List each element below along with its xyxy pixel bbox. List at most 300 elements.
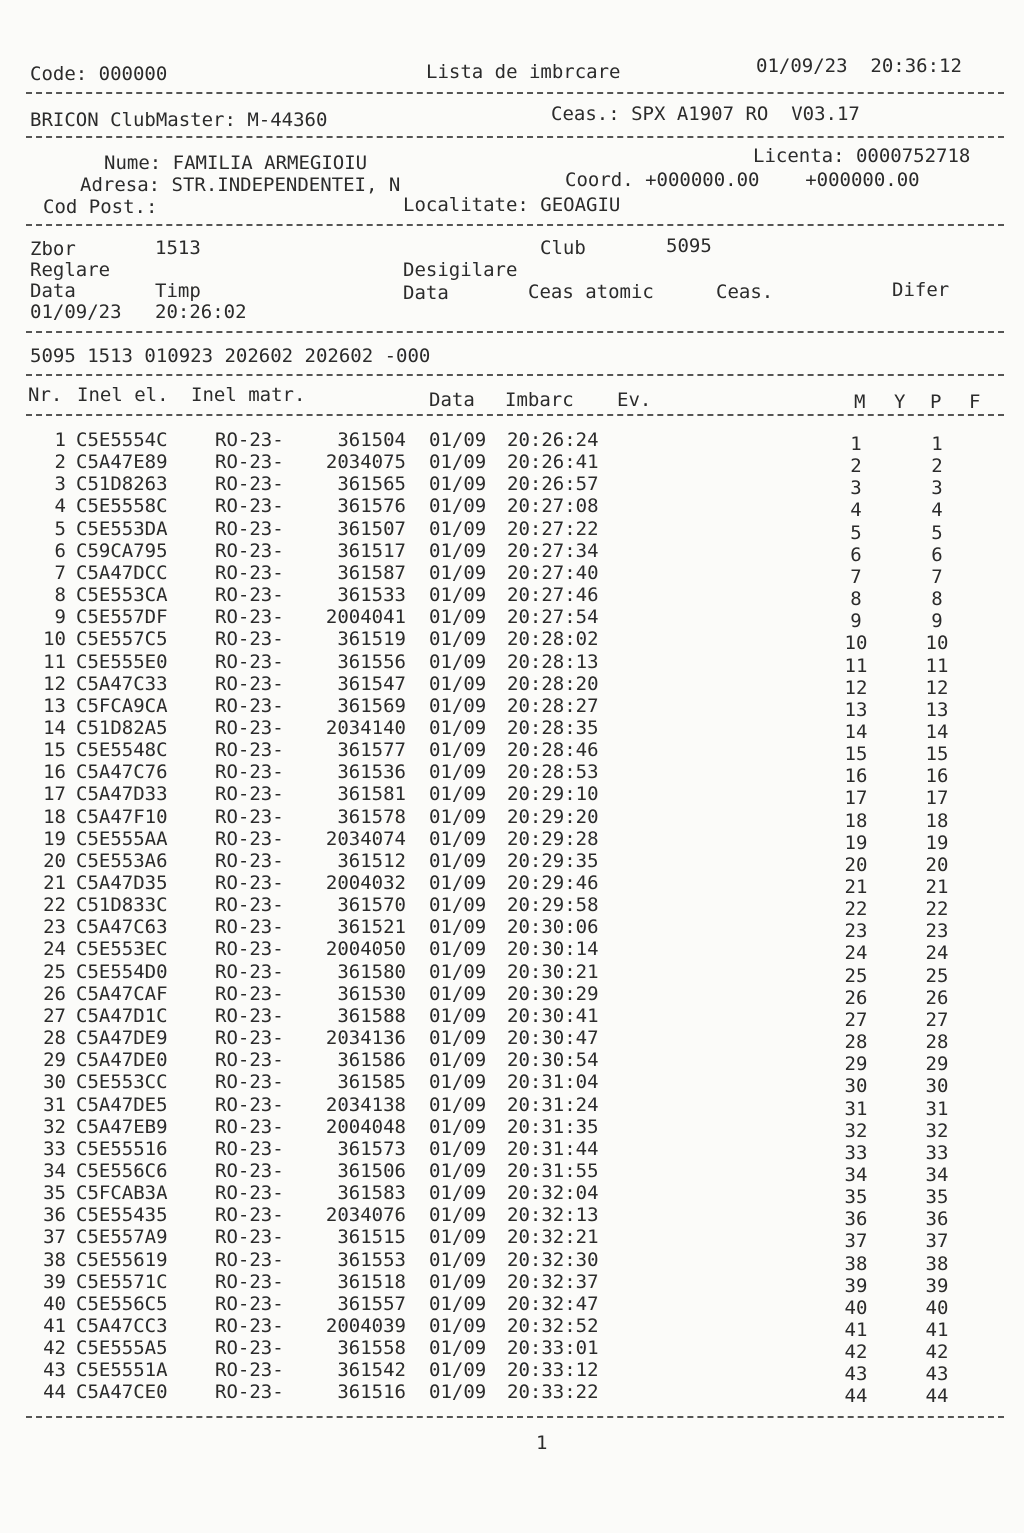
- col-p-value: 15: [925, 743, 949, 765]
- table-row: [0, 828, 1024, 854]
- ring-prefix: RO-23-: [215, 1071, 284, 1093]
- row-number: 12: [43, 673, 66, 695]
- col-m-value: 29: [844, 1053, 868, 1075]
- ring-number: 2004050: [325, 938, 406, 960]
- col-p-value: 34: [925, 1164, 949, 1186]
- ring-prefix: RO-23-: [215, 1249, 284, 1271]
- col-m-value: 3: [850, 477, 862, 499]
- row-number: 16: [43, 761, 66, 783]
- clock-label: Ceas.: [716, 281, 774, 303]
- electronic-ring: C5E55619: [76, 1249, 168, 1271]
- electronic-ring: C5E553EC: [76, 938, 168, 960]
- col-m-value: 42: [844, 1341, 868, 1363]
- basket-time: 20:27:34: [507, 540, 599, 562]
- ring-number: 2004041: [325, 606, 406, 628]
- ring-prefix: RO-23-: [215, 606, 284, 628]
- col-m-value: 43: [844, 1363, 868, 1385]
- basket-time: 20:27:54: [507, 606, 599, 628]
- col-p-value: 4: [931, 499, 943, 521]
- basket-date: 01/09: [429, 806, 487, 828]
- table-row: [0, 1116, 1024, 1142]
- col-p-value: 23: [925, 920, 949, 942]
- basket-date: 01/09: [429, 518, 487, 540]
- ring-prefix: RO-23-: [215, 961, 284, 983]
- page-number: 1: [536, 1432, 548, 1454]
- col-m-value: 20: [844, 854, 868, 876]
- col-p-value: 12: [925, 677, 949, 699]
- ring-prefix: RO-23-: [215, 872, 284, 894]
- table-row: [0, 938, 1024, 964]
- ring-prefix: RO-23-: [215, 761, 284, 783]
- electronic-ring: C5A47DE0: [76, 1049, 168, 1071]
- basket-date: 01/09: [429, 894, 487, 916]
- electronic-ring: C5E557A9: [76, 1226, 168, 1248]
- electronic-ring: C5E553A6: [76, 850, 168, 872]
- ring-prefix: RO-23-: [215, 651, 284, 673]
- col-header-data: Data: [429, 389, 475, 411]
- basket-date: 01/09: [429, 739, 487, 761]
- col-m-value: 15: [844, 743, 868, 765]
- electronic-ring: C51D8263: [76, 473, 168, 495]
- basket-time: 20:31:35: [507, 1116, 599, 1138]
- col-m-value: 44: [844, 1385, 868, 1407]
- electronic-ring: C5A47D35: [76, 872, 168, 894]
- reglare-label: Reglare: [30, 259, 111, 281]
- basket-date: 01/09: [429, 783, 487, 805]
- basket-time: 20:28:53: [507, 761, 599, 783]
- electronic-ring: C5A47DE5: [76, 1094, 168, 1116]
- table-row: [0, 540, 1024, 566]
- basket-date: 01/09: [429, 651, 487, 673]
- electronic-ring: C5A47CE0: [76, 1381, 168, 1403]
- ring-number: 361517: [337, 540, 406, 562]
- row-number: 7: [54, 562, 66, 584]
- row-number: 11: [43, 651, 66, 673]
- table-row: [0, 894, 1024, 920]
- electronic-ring: C5A47CAF: [76, 983, 168, 1005]
- basket-time: 20:32:13: [507, 1204, 599, 1226]
- col-m-value: 25: [844, 965, 868, 987]
- col-p-value: 10: [925, 632, 949, 654]
- electronic-ring: C5A47D1C: [76, 1005, 168, 1027]
- table-row: [0, 783, 1024, 809]
- ring-number: 361580: [337, 961, 406, 983]
- row-number: 6: [54, 540, 66, 562]
- electronic-ring: C5E5558C: [76, 495, 168, 517]
- ring-number: 361506: [337, 1160, 406, 1182]
- table-row: [0, 606, 1024, 632]
- col-p-value: 33: [925, 1142, 949, 1164]
- locality: Localitate: GEOAGIU: [403, 194, 621, 216]
- row-number: 34: [43, 1160, 66, 1182]
- basket-time: 20:27:22: [507, 518, 599, 540]
- basket-time: 20:27:08: [507, 495, 599, 517]
- table-row: [0, 473, 1024, 499]
- ring-prefix: RO-23-: [215, 717, 284, 739]
- col-m-value: 22: [844, 898, 868, 920]
- basket-date: 01/09: [429, 1249, 487, 1271]
- col-m-value: 21: [844, 876, 868, 898]
- electronic-ring: C5E556C6: [76, 1160, 168, 1182]
- row-number: 26: [43, 983, 66, 1005]
- basket-time: 20:29:35: [507, 850, 599, 872]
- col-p-value: 20: [925, 854, 949, 876]
- electronic-ring: C5A47DE9: [76, 1027, 168, 1049]
- row-number: 30: [43, 1071, 66, 1093]
- electronic-ring: C5E5554C: [76, 429, 168, 451]
- col-p-value: 41: [925, 1319, 949, 1341]
- col-p-value: 3: [931, 477, 943, 499]
- basket-time: 20:27:46: [507, 584, 599, 606]
- col-m-value: 2: [850, 455, 862, 477]
- ring-prefix: RO-23-: [215, 473, 284, 495]
- table-row: [0, 1271, 1024, 1297]
- electronic-ring: C5E554D0: [76, 961, 168, 983]
- col-p-value: 7: [931, 566, 943, 588]
- basket-time: 20:33:22: [507, 1381, 599, 1403]
- basket-date: 01/09: [429, 1381, 487, 1403]
- col-p-value: 40: [925, 1297, 949, 1319]
- row-number: 9: [54, 606, 66, 628]
- col-m-value: 39: [844, 1275, 868, 1297]
- basket-date: 01/09: [429, 584, 487, 606]
- ring-number: 361507: [337, 518, 406, 540]
- col-p-value: 22: [925, 898, 949, 920]
- col-m-value: 9: [850, 610, 862, 632]
- basket-date: 01/09: [429, 1337, 487, 1359]
- ring-prefix: RO-23-: [215, 1293, 284, 1315]
- basket-date: 01/09: [429, 1071, 487, 1093]
- ring-number: 361516: [337, 1381, 406, 1403]
- divider: [26, 414, 1004, 416]
- ring-number: 2034075: [325, 451, 406, 473]
- col-p-value: 44: [925, 1385, 949, 1407]
- ring-number: 361542: [337, 1359, 406, 1381]
- table-row: [0, 1337, 1024, 1363]
- col-m-value: 32: [844, 1120, 868, 1142]
- row-number: 10: [43, 628, 66, 650]
- basket-time: 20:29:58: [507, 894, 599, 916]
- divider: [26, 136, 1004, 138]
- table-row: [0, 983, 1024, 1009]
- divider: [26, 224, 1004, 226]
- col-p-value: 17: [925, 787, 949, 809]
- electronic-ring: C5E55516: [76, 1138, 168, 1160]
- row-number: 3: [54, 473, 66, 495]
- row-number: 36: [43, 1204, 66, 1226]
- ring-prefix: RO-23-: [215, 850, 284, 872]
- col-m-value: 33: [844, 1142, 868, 1164]
- table-row: [0, 1359, 1024, 1385]
- col-p-value: 32: [925, 1120, 949, 1142]
- ring-prefix: RO-23-: [215, 518, 284, 540]
- row-number: 23: [43, 916, 66, 938]
- col-header-inel-matr: Inel matr.: [191, 384, 306, 406]
- row-number: 24: [43, 938, 66, 960]
- basket-time: 20:31:55: [507, 1160, 599, 1182]
- basket-date: 01/09: [429, 1094, 487, 1116]
- col-p-value: 16: [925, 765, 949, 787]
- row-number: 32: [43, 1116, 66, 1138]
- col-m-value: 37: [844, 1230, 868, 1252]
- difference-label: Difer: [892, 279, 950, 301]
- divider: [26, 374, 1004, 376]
- col-m-value: 19: [844, 832, 868, 854]
- row-number: 18: [43, 806, 66, 828]
- ring-prefix: RO-23-: [215, 562, 284, 584]
- electronic-ring: C5E556C5: [76, 1293, 168, 1315]
- col-m-value: 17: [844, 787, 868, 809]
- basket-date: 01/09: [429, 1293, 487, 1315]
- col-p-value: 19: [925, 832, 949, 854]
- col-p-value: 27: [925, 1009, 949, 1031]
- electronic-ring: C5E555E0: [76, 651, 168, 673]
- table-row: [0, 1005, 1024, 1031]
- col-header-nr: Nr.: [28, 384, 63, 406]
- table-row: [0, 1293, 1024, 1319]
- basket-time: 20:30:29: [507, 983, 599, 1005]
- basket-date: 01/09: [429, 673, 487, 695]
- electronic-ring: C5A47C76: [76, 761, 168, 783]
- basket-time: 20:32:21: [507, 1226, 599, 1248]
- time-label: Timp: [155, 280, 201, 302]
- basket-date: 01/09: [429, 1027, 487, 1049]
- col-p-value: 9: [931, 610, 943, 632]
- row-number: 28: [43, 1027, 66, 1049]
- table-row: [0, 651, 1024, 677]
- ring-number: 2034138: [325, 1094, 406, 1116]
- row-number: 29: [43, 1049, 66, 1071]
- basket-date: 01/09: [429, 695, 487, 717]
- table-row: [0, 806, 1024, 832]
- ring-number: 361588: [337, 1005, 406, 1027]
- basket-date: 01/09: [429, 1138, 487, 1160]
- basket-time: 20:30:14: [507, 938, 599, 960]
- basket-date: 01/09: [429, 1005, 487, 1027]
- basket-date: 01/09: [429, 628, 487, 650]
- ring-number: 361558: [337, 1337, 406, 1359]
- col-m-value: 31: [844, 1098, 868, 1120]
- ring-number: 2034076: [325, 1204, 406, 1226]
- electronic-ring: C5E5571C: [76, 1271, 168, 1293]
- col-p-value: 21: [925, 876, 949, 898]
- row-number: 17: [43, 783, 66, 805]
- col-m-value: 14: [844, 721, 868, 743]
- ring-number: 361565: [337, 473, 406, 495]
- ring-prefix: RO-23-: [215, 1094, 284, 1116]
- divider: [26, 331, 1004, 333]
- basket-time: 20:31:44: [507, 1138, 599, 1160]
- basket-time: 20:28:02: [507, 628, 599, 650]
- row-number: 38: [43, 1249, 66, 1271]
- col-m-value: 10: [844, 632, 868, 654]
- owner-name: Nume: FAMILIA ARMEGIOIU: [104, 152, 368, 174]
- col-p-value: 5: [931, 522, 943, 544]
- col-p-value: 26: [925, 987, 949, 1009]
- electronic-ring: C5FCA9CA: [76, 695, 168, 717]
- print-datetime: 01/09/23 20:36:12: [756, 55, 962, 77]
- col-m-value: 24: [844, 942, 868, 964]
- table-row: [0, 916, 1024, 942]
- col-m-value: 26: [844, 987, 868, 1009]
- col-m-value: 18: [844, 810, 868, 832]
- basket-date: 01/09: [429, 983, 487, 1005]
- col-p-value: 42: [925, 1341, 949, 1363]
- basket-time: 20:31:04: [507, 1071, 599, 1093]
- ring-number: 361533: [337, 584, 406, 606]
- basket-time: 20:30:47: [507, 1027, 599, 1049]
- ring-prefix: RO-23-: [215, 628, 284, 650]
- ring-prefix: RO-23-: [215, 695, 284, 717]
- atomic-clock-label: Ceas atomic: [528, 281, 654, 303]
- basket-date: 01/09: [429, 1116, 487, 1138]
- ring-number: 361521: [337, 916, 406, 938]
- electronic-ring: C51D833C: [76, 894, 168, 916]
- row-number: 20: [43, 850, 66, 872]
- col-m-value: 30: [844, 1075, 868, 1097]
- col-p-value: 6: [931, 544, 943, 566]
- col-header-imbarc: Imbarc: [505, 389, 574, 411]
- basket-time: 20:26:24: [507, 429, 599, 451]
- basket-time: 20:32:47: [507, 1293, 599, 1315]
- col-p-value: 39: [925, 1275, 949, 1297]
- ring-number: 361576: [337, 495, 406, 517]
- divider: [26, 1416, 1004, 1418]
- divider: [26, 92, 1004, 94]
- ring-prefix: RO-23-: [215, 1271, 284, 1293]
- row-number: 19: [43, 828, 66, 850]
- basket-time: 20:30:54: [507, 1049, 599, 1071]
- col-header-p: P: [930, 391, 942, 413]
- ring-number: 361578: [337, 806, 406, 828]
- basket-date: 01/09: [429, 1315, 487, 1337]
- owner-address: Adresa: STR.INDEPENDENTEI, N: [80, 174, 401, 196]
- ring-number: 361518: [337, 1271, 406, 1293]
- ring-prefix: RO-23-: [215, 540, 284, 562]
- ring-prefix: RO-23-: [215, 451, 284, 473]
- ring-number: 361504: [337, 429, 406, 451]
- col-m-value: 38: [844, 1253, 868, 1275]
- ring-prefix: RO-23-: [215, 894, 284, 916]
- col-p-value: 13: [925, 699, 949, 721]
- basket-time: 20:31:24: [507, 1094, 599, 1116]
- club-label: Club: [540, 237, 586, 259]
- col-m-value: 7: [850, 566, 862, 588]
- table-row: [0, 584, 1024, 610]
- ring-number: 361556: [337, 651, 406, 673]
- ring-number: 361585: [337, 1071, 406, 1093]
- basket-time: 20:32:30: [507, 1249, 599, 1271]
- basket-date: 01/09: [429, 1359, 487, 1381]
- col-p-value: 31: [925, 1098, 949, 1120]
- ring-prefix: RO-23-: [215, 828, 284, 850]
- basket-time: 20:26:57: [507, 473, 599, 495]
- row-number: 25: [43, 961, 66, 983]
- row-number: 44: [43, 1381, 66, 1403]
- electronic-ring: C5E55435: [76, 1204, 168, 1226]
- document-title: Lista de imbrcare: [426, 61, 621, 83]
- basket-time: 20:30:21: [507, 961, 599, 983]
- basket-date: 01/09: [429, 1271, 487, 1293]
- basket-time: 20:33:12: [507, 1359, 599, 1381]
- col-p-value: 1: [931, 433, 943, 455]
- col-p-value: 43: [925, 1363, 949, 1385]
- row-number: 37: [43, 1226, 66, 1248]
- electronic-ring: C5E553CC: [76, 1071, 168, 1093]
- row-number: 4: [54, 495, 66, 517]
- row-number: 35: [43, 1182, 66, 1204]
- col-m-value: 5: [850, 522, 862, 544]
- row-number: 43: [43, 1359, 66, 1381]
- col-header-inel-el: Inel el.: [77, 384, 169, 406]
- col-m-value: 27: [844, 1009, 868, 1031]
- ring-number: 361573: [337, 1138, 406, 1160]
- row-number: 40: [43, 1293, 66, 1315]
- basket-date: 01/09: [429, 1226, 487, 1248]
- basket-date: 01/09: [429, 872, 487, 894]
- basket-date: 01/09: [429, 606, 487, 628]
- table-row: [0, 850, 1024, 876]
- ring-prefix: RO-23-: [215, 1226, 284, 1248]
- table-row: [0, 1315, 1024, 1341]
- basket-time: 20:32:52: [507, 1315, 599, 1337]
- col-p-value: 24: [925, 942, 949, 964]
- ring-number: 2034136: [325, 1027, 406, 1049]
- row-number: 2: [54, 451, 66, 473]
- electronic-ring: C5A47CC3: [76, 1315, 168, 1337]
- setting-date: 01/09/23: [30, 301, 122, 323]
- col-p-value: 30: [925, 1075, 949, 1097]
- col-p-value: 25: [925, 965, 949, 987]
- table-row: [0, 1381, 1024, 1407]
- ring-prefix: RO-23-: [215, 1005, 284, 1027]
- table-row: [0, 872, 1024, 898]
- row-number: 13: [43, 695, 66, 717]
- row-number: 39: [43, 1271, 66, 1293]
- col-m-value: 8: [850, 588, 862, 610]
- basket-date: 01/09: [429, 717, 487, 739]
- license-number: Licenta: 0000752718: [753, 145, 971, 167]
- row-number: 1: [54, 429, 66, 451]
- basket-date: 01/09: [429, 761, 487, 783]
- table-row: [0, 1071, 1024, 1097]
- table-row: [0, 673, 1024, 699]
- col-header-f: F: [969, 391, 981, 413]
- unseal-date-label: Data: [403, 282, 449, 304]
- table-row: [0, 961, 1024, 987]
- code-label: Code: 000000: [30, 63, 168, 85]
- basket-date: 01/09: [429, 938, 487, 960]
- basket-time: 20:32:04: [507, 1182, 599, 1204]
- table-row: [0, 518, 1024, 544]
- row-number: 21: [43, 872, 66, 894]
- ring-prefix: RO-23-: [215, 673, 284, 695]
- ring-number: 361586: [337, 1049, 406, 1071]
- basket-time: 20:26:41: [507, 451, 599, 473]
- electronic-ring: C5E553CA: [76, 584, 168, 606]
- table-row: [0, 761, 1024, 787]
- ring-number: 361581: [337, 783, 406, 805]
- electronic-ring: C5A47D33: [76, 783, 168, 805]
- col-header-ev: Ev.: [617, 389, 652, 411]
- ring-prefix: RO-23-: [215, 1337, 284, 1359]
- col-m-value: 34: [844, 1164, 868, 1186]
- basket-date: 01/09: [429, 540, 487, 562]
- ring-prefix: RO-23-: [215, 1381, 284, 1403]
- coordinates: Coord. +000000.00 +000000.00: [565, 169, 920, 191]
- ring-prefix: RO-23-: [215, 806, 284, 828]
- row-number: 22: [43, 894, 66, 916]
